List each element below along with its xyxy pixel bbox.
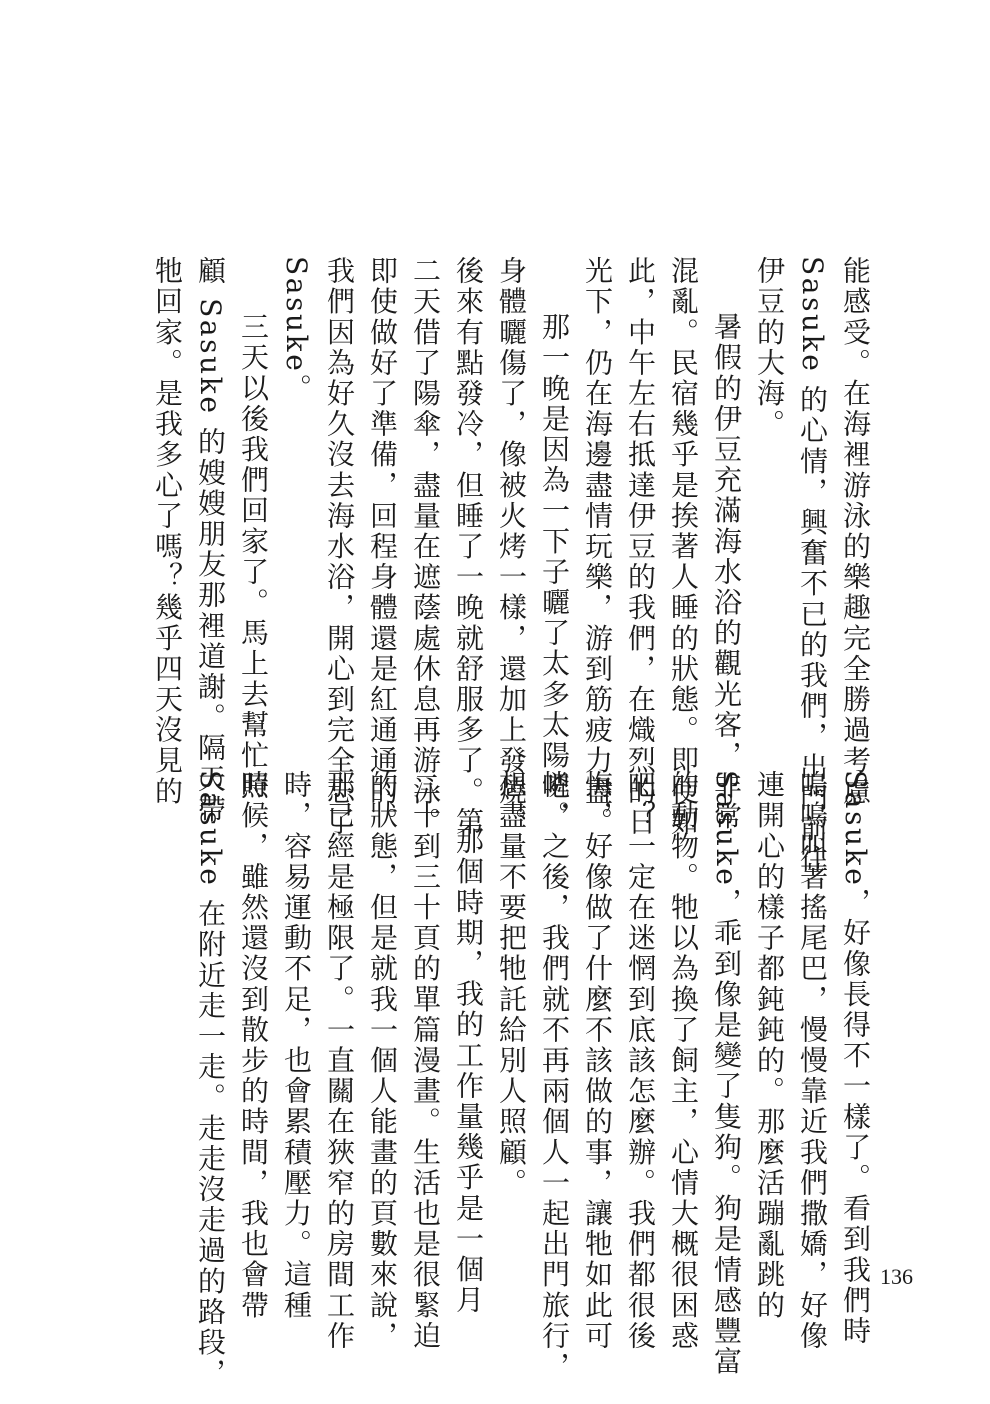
text-column: 時，容易運動不足，也會累積壓力。這種: [280, 770, 313, 1321]
text-column: Sasuke 在附近走一走。走走沒走過的路段，: [194, 770, 227, 1389]
text-column: 的狀態，但是就我一個人能畫的頁數來說，: [366, 770, 399, 1352]
text-column: 此，中午左右抵達伊豆的我們，在熾烈的日: [624, 256, 657, 838]
text-column: Sasuke。: [280, 256, 313, 405]
text-column: 憐。之後，我們就不再兩個人一起出門旅行，: [538, 770, 571, 1382]
page-number: 136: [880, 1264, 913, 1289]
text-column: 的動物。牠以為換了飼主，心情大概很困惑: [667, 770, 700, 1352]
text-column: 身體曬傷了，像被火烤一樣，還加上發燒。: [495, 256, 528, 838]
text-column: 想盡量不要把牠託給別人照顧。: [495, 770, 528, 1199]
text-column: 三天以後我們回家了。馬上去幫忙照: [237, 312, 270, 802]
text-block-bottom: [189, 770, 877, 1389]
text-column: 二十到三十頁的單篇漫畫。生活也是很緊迫: [409, 770, 442, 1352]
text-column: 嗚嗚叫著搖尾巴，慢慢靠近我們撒嬌，好像: [796, 770, 829, 1352]
text-column: 二天借了陽傘，盡量在遮蔭處休息再游泳。: [409, 256, 442, 838]
text-column: 混亂。民宿幾乎是挨著人睡的狀態。即使如: [667, 256, 700, 838]
text-column: 那一晚是因為一下子曬了太多太陽吧，: [538, 312, 571, 833]
text-column: 時候，雖然還沒到散步的時間，我也會帶: [237, 770, 270, 1321]
text-column: 吧？一定在迷惘到底該怎麼辦。我們都很後: [624, 770, 657, 1352]
text-column: Sasuke，乖到像是變了隻狗。狗是情感豐富: [710, 770, 743, 1378]
text-column: Sasuke，好像長得不一樣了。看到我們時: [839, 770, 872, 1347]
text-column: 即使做好了準備，回程身體還是紅通通的。: [366, 256, 399, 838]
text-column: 暑假的伊豆充滿海水浴的觀光客，非常: [710, 312, 743, 833]
text-column: 悔，好像做了什麼不該做的事，讓牠如此可: [581, 770, 614, 1352]
text-column: 光下，仍在海邊盡情玩樂，游到筋疲力盡。: [581, 256, 614, 838]
text-column: 顧 Sasuke 的嫂嫂朋友那裡道謝。隔天帶: [194, 256, 227, 825]
text-column: Sasuke 的心情，興奮不已的我們，出門前往: [796, 256, 829, 875]
text-column: 能感受。在海裡游泳的樂趣完全勝過考慮: [839, 256, 872, 807]
text-column: 伊豆的大海。: [753, 256, 786, 440]
text-column: 後來有點發冷，但睡了一晚就舒服多了。第: [452, 256, 485, 838]
text-column: 牠回家。是我多心了嗎？幾乎四天沒見的: [151, 256, 184, 807]
text-column: 連開心的樣子都鈍鈍的。那麼活蹦亂跳的: [753, 770, 786, 1321]
text-column: 那已經是極限了。一直關在狹窄的房間工作: [323, 770, 356, 1352]
text-block-top: [146, 256, 877, 875]
text-column: 那個時期，我的工作量幾乎是一個月: [452, 826, 485, 1316]
text-column: 我們因為好久沒去海水浴，開心到完全忘了: [323, 256, 356, 838]
